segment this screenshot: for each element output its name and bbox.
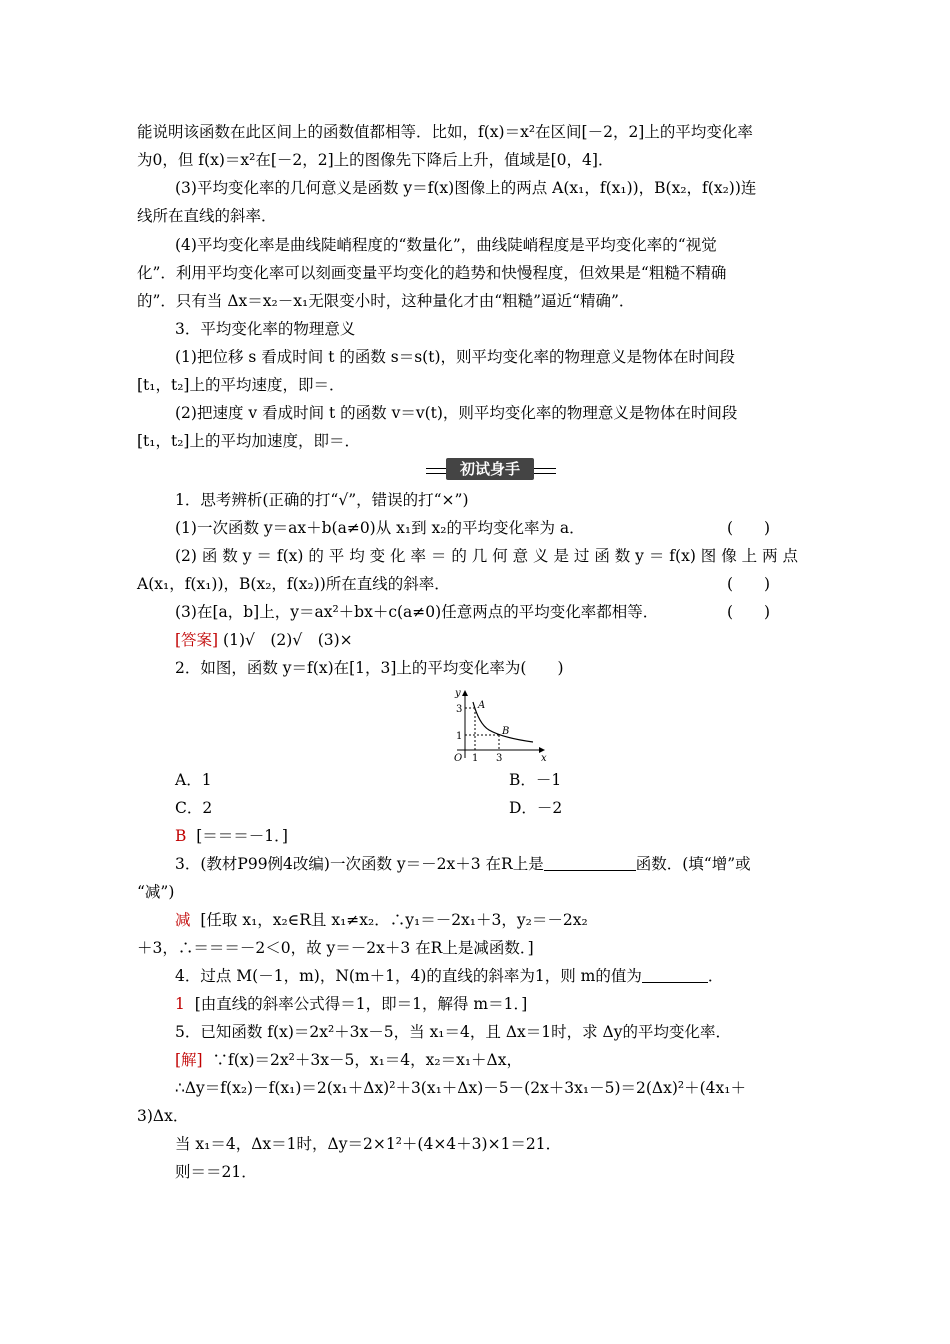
section-banner — [426, 458, 556, 480]
question-stem: 2．如图，函数 y＝f(x)在[1，3]上的平均变化率为( ) — [175, 659, 564, 677]
option-a: A．1 — [175, 771, 212, 789]
answer-letter: B — [175, 827, 187, 845]
text-line: [t₁，t₂]上的平均加速度，即＝． — [137, 432, 360, 450]
solution-text: 则＝＝21． — [175, 1163, 257, 1181]
banner-label: 初试身手 — [446, 458, 534, 480]
question-item: (2) 函 数 y ＝ f(x) 的 平 均 变 化 率 ＝ 的 几 何 意 义 是 过 函 数 y ＝ f(x) 图 像 上 两 点 — [175, 547, 798, 565]
text-line: 能说明该函数在此区间上的函数值都相等．比如，f(x)＝x²在区间[－2，2]上的平均变化率 — [137, 123, 753, 141]
answer-letter: 减 — [175, 911, 191, 929]
solution-line — [175, 1050, 522, 1070]
question-stem: 1．思考辨析(正确的打“√”，错误的打“×”) — [175, 491, 469, 509]
tick-label: 1 — [472, 753, 479, 764]
answer-line — [175, 910, 588, 930]
tick-label: 1 — [456, 731, 463, 742]
text-line: 化”．利用平均变化率可以刻画变量平均变化的趋势和快慢程度，但效果是“粗糙不精确 — [137, 264, 727, 282]
question-item: A(x₁，f(x₁))，B(x₂，f(x₂))所在直线的斜率． — [137, 575, 450, 593]
answer-text: [＝＝＝－1．] — [196, 827, 288, 845]
answer-paren: ( ) — [727, 575, 771, 593]
option-c: C．2 — [175, 799, 213, 817]
text-line: (1)把位移 s 看成时间 t 的函数 s＝s(t)，则平均变化率的物理意义是物体在时间段 — [175, 348, 736, 366]
answer-line — [175, 630, 353, 650]
text-line: (3)平均变化率的几何意义是函数 y＝f(x)图像上的两点 A(x₁，f(x₁))，B(x₂，f(x₂))连 — [175, 179, 757, 197]
y-label: y — [455, 688, 461, 699]
tick-label: 3 — [456, 704, 463, 715]
solution-text: ＋3，∴＝＝＝－2＜0，故 y＝－2x＋3 在R上是减函数．] — [137, 939, 534, 957]
function-graph — [447, 688, 547, 764]
tick-label: 3 — [496, 753, 503, 764]
text-line: [t₁，t₂]上的平均速度，即＝． — [137, 376, 345, 394]
question-item: (3)在[a，b]上，y＝ax²＋bx＋c(a≠0)任意两点的平均变化率都相等． — [175, 603, 659, 621]
point-label-a: A — [478, 700, 486, 711]
question-text: 4．过点 M(－1，m)，N(m＋1，4)的直线的斜率为1，则 m的值为 — [175, 967, 642, 985]
solution-text: 当 x₁＝4，Δx＝1时，Δy＝2×1²＋(4×4＋3)×1＝21． — [175, 1135, 562, 1153]
text-line: (2)把速度 v 看成时间 t 的函数 v＝v(t)，则平均变化率的物理意义是物体在时间段 — [175, 404, 738, 422]
solution-text: ∴Δy＝f(x₂)－f(x₁)＝2(x₁＋Δx)²＋3(x₁＋Δx)－5－(2x＋3x₁－5)＝2(Δx)²＋(4x₁＋ — [175, 1079, 746, 1097]
section-heading: 3．平均变化率的物理意义 — [175, 320, 356, 338]
question-text: 3．(教材P99例4改编)一次函数 y＝－2x＋3 在R上是 — [175, 855, 544, 873]
solution-tag: [解] — [175, 1051, 203, 1069]
answer-paren: ( ) — [727, 519, 771, 537]
question-stem: “减”) — [137, 883, 175, 901]
x-label: x — [541, 753, 547, 764]
fill-blank — [544, 856, 636, 871]
solution-text: ∵f(x)＝2x²＋3x－5，x₁＝4，x₂＝x₁＋Δx， — [212, 1051, 522, 1069]
question-item: (1)一次函数 y＝ax＋b(a≠0)从 x₁到 x₂的平均变化率为 a． — [175, 519, 585, 537]
text-line: 的”．只有当 Δx＝x₂－x₁无限变小时，这种量化才由“粗糙”逼近“精确”． — [137, 292, 635, 310]
text-line: 线所在直线的斜率． — [137, 207, 277, 225]
solution-text: [任取 x₁，x₂∈R且 x₁≠x₂．∴y₁＝－2x₁＋3，y₂＝－2x₂ — [200, 911, 588, 929]
solution-text: 3)Δx． — [137, 1107, 189, 1125]
answer-text: (1)√ (2)√ (3)× — [223, 631, 353, 649]
answer-line — [175, 994, 527, 1014]
text-line: (4)平均变化率是曲线陡峭程度的“数量化”，曲线陡峭程度是平均变化率的“视觉 — [175, 236, 717, 254]
option-b: B．－1 — [509, 771, 562, 789]
option-d: D．－2 — [509, 799, 563, 817]
origin-label: O — [454, 753, 463, 764]
question-stem: 5．已知函数 f(x)＝2x²＋3x－5，当 x₁＝4，且 Δx＝1时，求 Δy的平均变化率． — [175, 1023, 731, 1041]
solution-text: [由直线的斜率公式得＝1，即＝1，解得 m＝1．] — [194, 995, 528, 1013]
fill-blank — [642, 968, 708, 983]
answer-line — [175, 826, 288, 846]
answer-tag: [答案] — [175, 631, 219, 649]
point-label-b: B — [502, 726, 510, 737]
text-line: 为0，但 f(x)＝x²在[－2，2]上的图像先下降后上升，值域是[0，4]． — [137, 151, 614, 169]
question-stem — [175, 966, 723, 986]
question-text: 函数．(填“增”或 — [635, 855, 751, 873]
question-text: ． — [707, 967, 724, 985]
answer-letter: 1 — [175, 995, 185, 1013]
answer-paren: ( ) — [727, 603, 771, 621]
question-stem — [175, 854, 751, 874]
y-axis-arrow — [462, 690, 468, 696]
